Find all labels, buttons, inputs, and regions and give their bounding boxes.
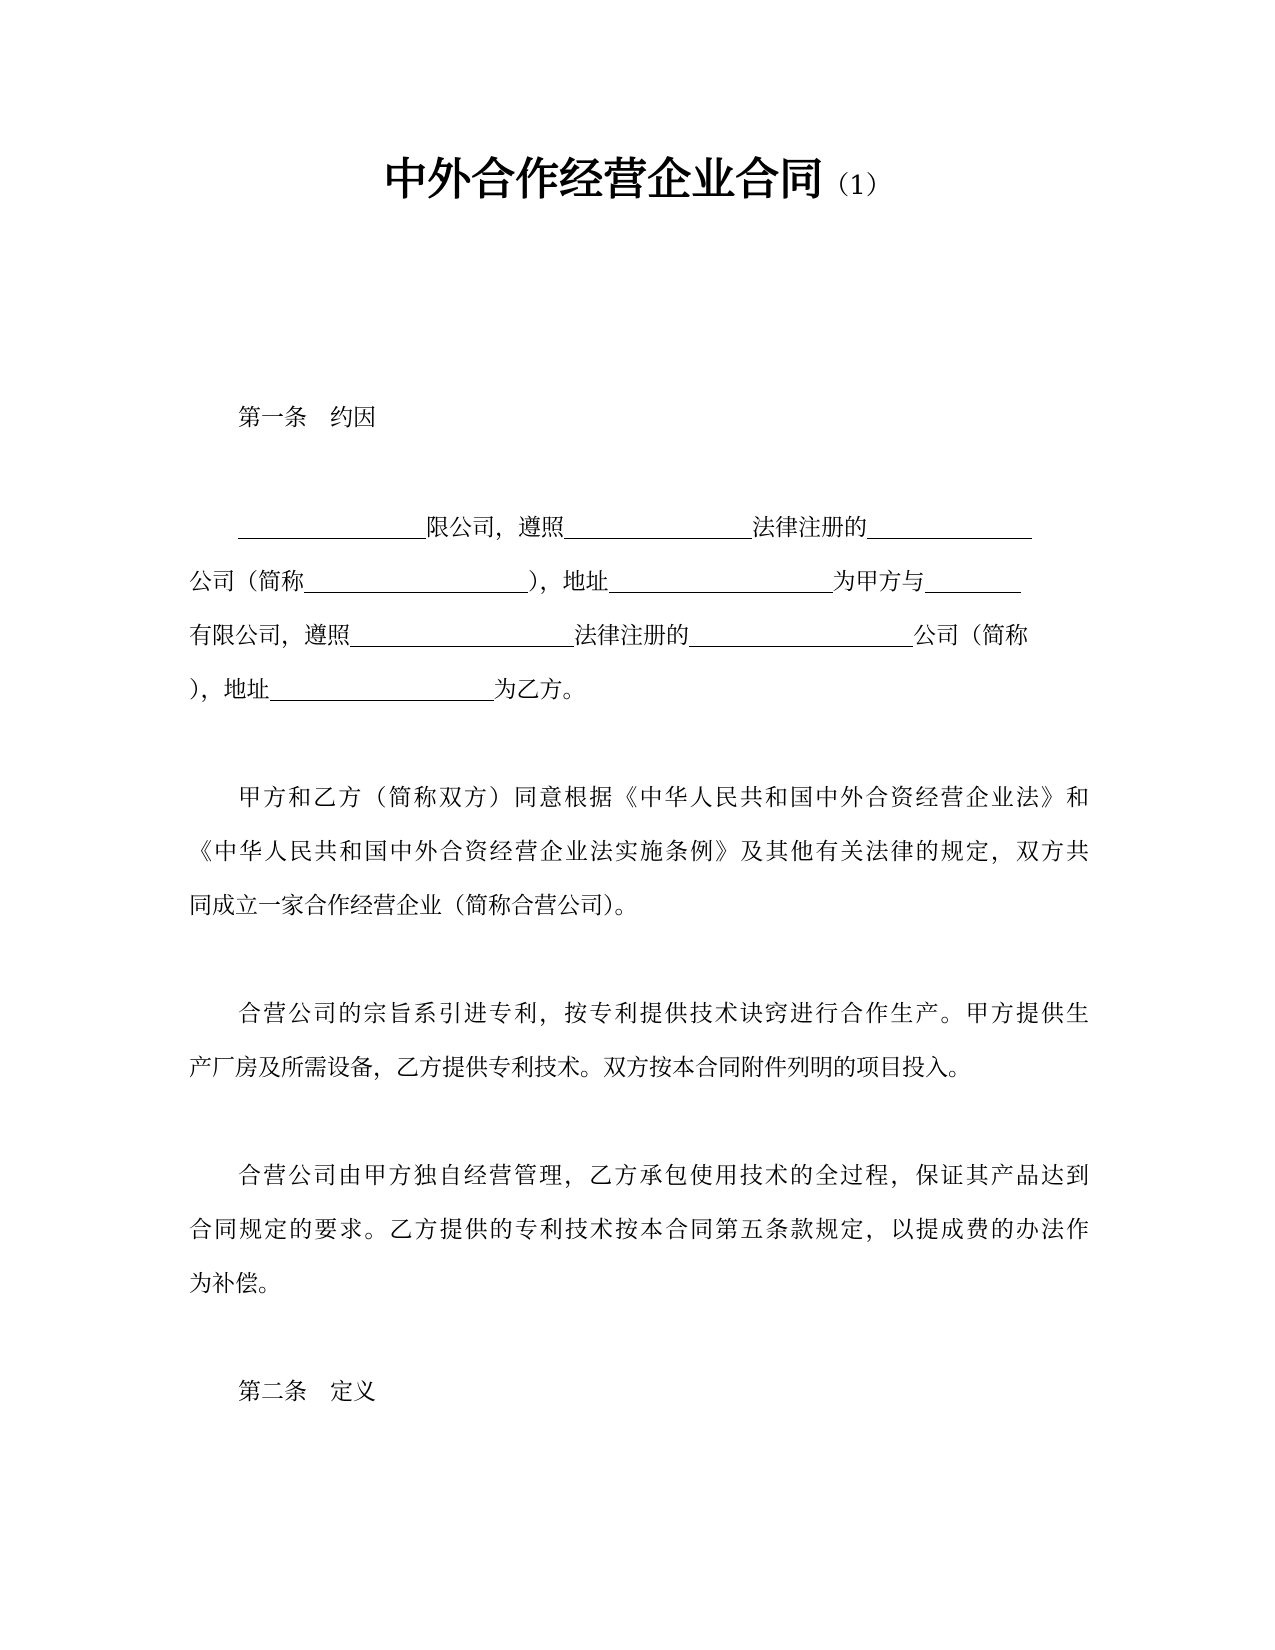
p1-text: 法律注册的 [574,623,689,649]
blank-field [867,514,1032,539]
blank-field [689,622,913,647]
p2-line-1: 甲方和乙方（简称双方）同意根据《中华人民共和国中外合资经营企业法》和 [238,785,1089,811]
p1-text: 法律注册的 [752,515,867,541]
p3-line-1: 合营公司的宗旨系引进专利，按专利提供技术诀窍进行合作生产。甲方提供生 [238,1001,1089,1027]
p1-text: 有限公司，遵照 [189,623,350,649]
blank-field [609,568,833,593]
title-text: 中外合作经营企业合同 [383,154,824,205]
p1-text: 限公司，遵照 [426,515,564,541]
p4-line-1: 合营公司由甲方独自经营管理，乙方承包使用技术的全过程，保证其产品达到 [238,1163,1089,1189]
blank-field [564,514,752,539]
blank-field [925,568,1021,593]
p3-line-2: 产厂房及所需设备，乙方提供专利技术。双方按本合同附件列明的项目投入。 [189,1055,971,1081]
p2-line-3: 同成立一家合作经营企业（简称合营公司）。 [189,893,638,919]
blank-field [238,514,426,539]
document-title [0,150,1275,216]
p1-text: ），地址 [189,677,270,703]
title-suffix: （1） [823,171,892,201]
blank-field [270,676,494,701]
p2-line-2: 《中华人民共和国中外合资经营企业法实施条例》及其他有关法律的规定，双方共 [189,839,1089,865]
p1-text: ），地址 [528,569,609,595]
p4-line-2: 合同规定的要求。乙方提供的专利技术按本合同第五条款规定，以提成费的办法作 [189,1217,1089,1243]
article-2-heading: 第二条 定义 [238,1379,376,1405]
p1-text: 公司（简称 [913,623,1028,649]
p1-text: 公司（简称 [189,569,304,595]
blank-field [350,622,574,647]
p1-line-1 [238,512,1089,544]
p1-line-3 [189,620,1089,652]
blank-field [304,568,528,593]
p1-line-4 [189,674,1089,706]
p1-line-2 [189,566,1089,598]
p4-line-3: 为补偿。 [189,1271,281,1297]
p1-text: 为甲方与 [832,569,925,595]
p1-text: 为乙方。 [493,677,586,703]
article-1-heading: 第一条 约因 [238,405,376,431]
